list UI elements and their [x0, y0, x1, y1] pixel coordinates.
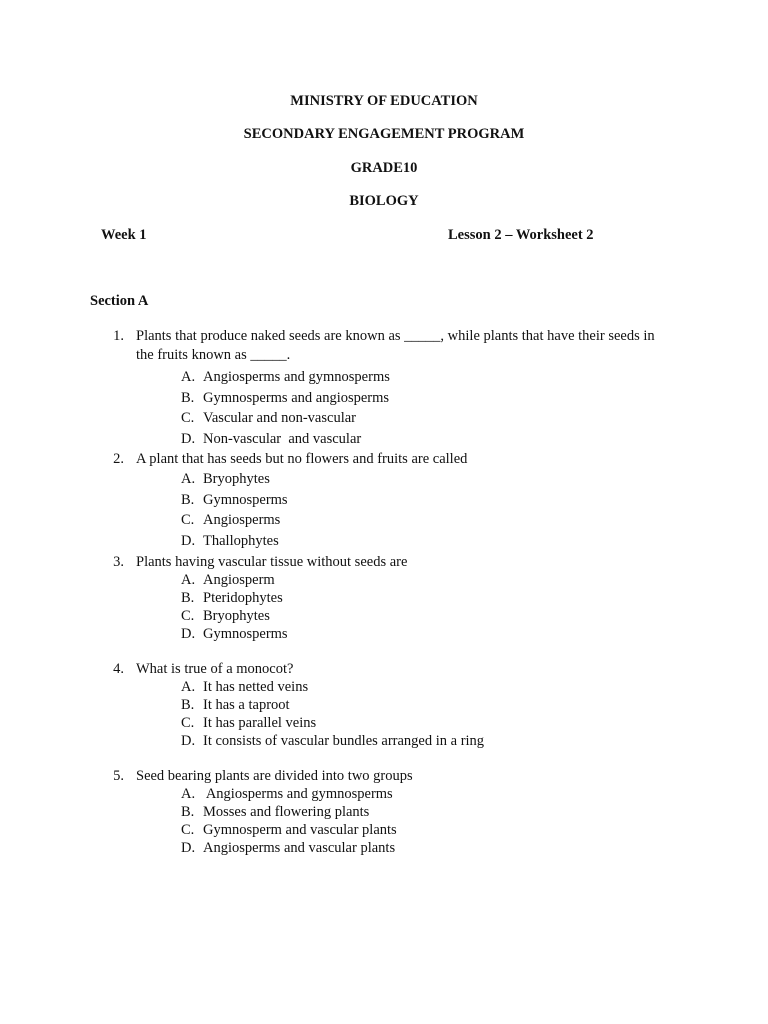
- option-letter: D.: [181, 733, 196, 749]
- option-letter: A.: [181, 679, 196, 695]
- program-heading: SECONDARY ENGAGEMENT PROGRAM: [243, 126, 525, 142]
- question-text: Plants that produce naked seeds are known as _____, while plants that have their seeds in: [136, 328, 655, 344]
- option-text: Thallophytes: [203, 532, 279, 549]
- ministry-heading: MINISTRY OF EDUCATION: [290, 93, 478, 109]
- option-letter: A.: [181, 786, 196, 802]
- option-letter: B.: [181, 697, 195, 713]
- question-number: 4.: [113, 661, 124, 677]
- option-text: It has a taproot: [203, 697, 290, 713]
- question-number: 1.: [113, 328, 124, 344]
- option-letter: D.: [181, 840, 196, 856]
- option-letter: A.: [181, 471, 196, 487]
- question-text: the fruits known as _____.: [136, 347, 291, 363]
- option-text: Gymnosperms: [203, 626, 288, 642]
- option-letter: A.: [181, 369, 196, 385]
- option-text: It consists of vascular bundles arranged in a ring: [203, 733, 485, 749]
- option-text: It has netted veins: [203, 679, 309, 695]
- option-letter: B.: [181, 590, 195, 606]
- option-text: Angiosperms: [203, 512, 281, 529]
- option-text: Angiosperms and gymnosperms: [203, 369, 390, 385]
- option-letter: C.: [181, 715, 195, 731]
- subject-heading: BIOLOGY: [349, 193, 419, 209]
- week-label: Week 1: [101, 227, 147, 243]
- option-letter: C.: [181, 822, 195, 838]
- question-text: What is true of a monocot?: [136, 661, 294, 677]
- section-title: Section A: [90, 293, 149, 309]
- option-letter: C.: [181, 512, 195, 529]
- grade-heading: GRADE10: [350, 160, 418, 176]
- option-text: Vascular and non-vascular: [203, 410, 356, 427]
- option-text: Angiosperms and vascular plants: [203, 840, 396, 856]
- question-text: Plants having vascular tissue without seeds are: [136, 554, 408, 570]
- option-letter: B.: [181, 491, 195, 508]
- option-text: It has parallel veins: [203, 715, 317, 731]
- option-text: Gymnosperms: [203, 491, 288, 508]
- option-letter: D.: [181, 532, 196, 549]
- option-letter: D.: [181, 626, 196, 642]
- question-number: 5.: [113, 768, 124, 784]
- option-letter: C.: [181, 410, 195, 427]
- option-letter: A.: [181, 572, 196, 588]
- question-number: 3.: [113, 554, 124, 570]
- option-letter: C.: [181, 608, 195, 624]
- option-text: Mosses and flowering plants: [203, 804, 370, 820]
- question-text: A plant that has seeds but no flowers and fruits are called: [136, 451, 468, 467]
- option-letter: B.: [181, 804, 195, 820]
- option-text: Bryophytes: [203, 608, 270, 624]
- option-text: Gymnosperms and angiosperms: [203, 389, 390, 406]
- lesson-label: Lesson 2 – Worksheet 2: [448, 227, 594, 243]
- question-number: 2.: [113, 451, 124, 467]
- option-text: Angiosperms and gymnosperms: [203, 786, 393, 802]
- option-text: Pteridophytes: [203, 590, 283, 606]
- option-text: Bryophytes: [203, 471, 270, 487]
- option-text: Non-vascular and vascular: [203, 430, 362, 447]
- option-text: Angiosperm: [203, 572, 275, 588]
- option-letter: D.: [181, 430, 196, 447]
- option-letter: B.: [181, 389, 195, 406]
- option-text: Gymnosperm and vascular plants: [203, 822, 397, 838]
- question-text: Seed bearing plants are divided into two groups: [136, 768, 413, 784]
